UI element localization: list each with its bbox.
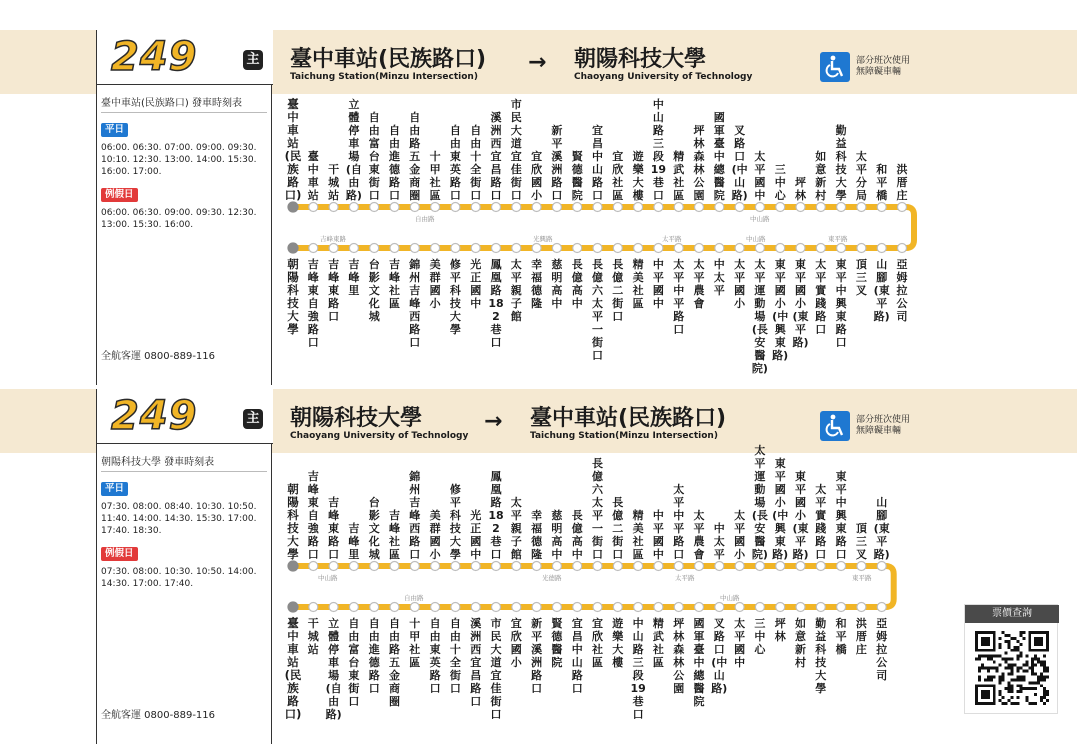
stop-marker (471, 603, 480, 612)
stop-marker (370, 562, 379, 571)
stop-label: 遊樂大樓 (612, 617, 624, 669)
stop-marker (431, 203, 440, 212)
stop-marker (552, 562, 561, 571)
stop-marker (837, 203, 846, 212)
road-label: 中山路 (720, 594, 740, 602)
stop-label: 三中心 (754, 617, 766, 656)
stop-marker (288, 561, 298, 571)
stop-label: 洪厝庄 (896, 163, 908, 202)
stop-marker (288, 243, 298, 253)
stop-marker (309, 203, 318, 212)
direction-arrow-icon: → (484, 409, 503, 434)
fare-lookup-panel[interactable] (964, 604, 1058, 714)
stop-marker (634, 562, 643, 571)
stop-label: 精武社區 (673, 150, 685, 202)
stop-marker (573, 603, 582, 612)
stop-marker (695, 244, 704, 253)
stop-label: 朝陽科技大學 (287, 482, 299, 561)
stop-marker (309, 244, 318, 253)
stop-marker (309, 603, 318, 612)
stop-label: 東平國小(中興東路) (772, 258, 789, 362)
stop-marker (288, 602, 298, 612)
stop-marker (329, 603, 338, 612)
stop-label: 頂三叉 (855, 522, 867, 561)
operator-phone: 全航客運 0800-889-116 (101, 351, 216, 362)
stop-marker (390, 603, 399, 612)
stop-label: 自由路五金商圈 (409, 111, 421, 202)
stop-label: 長億高中 (571, 258, 583, 310)
stop-marker (410, 203, 419, 212)
schedule-title: 朝陽科技大學 發車時刻表 (101, 457, 215, 468)
stop-marker (532, 244, 541, 253)
stop-marker (370, 603, 379, 612)
stop-label: 新平溪洲路口 (531, 617, 543, 695)
stop-marker (349, 244, 358, 253)
stop-label: 吉峰東路口 (328, 496, 340, 561)
stop-marker (776, 603, 785, 612)
stop-label: 立體停車場(自由路) (345, 98, 362, 202)
stop-label: 中太平 (713, 258, 725, 297)
stop-marker (471, 203, 480, 212)
main-route-badge: 主 (243, 50, 263, 70)
stop-label: 自由進德路口 (368, 617, 380, 695)
stop-marker (837, 603, 846, 612)
holiday-tag: 例假日 (101, 547, 138, 561)
stop-label: 吉峰里 (348, 258, 360, 297)
road-label: 太平路 (662, 235, 682, 243)
stop-label: 長億二街口 (612, 496, 624, 561)
stop-label: 長億六太平一街口 (592, 457, 603, 561)
weekday-tag: 平日 (101, 482, 128, 496)
stop-marker (857, 562, 866, 571)
stop-label: 中山路三段19巷口 (630, 617, 646, 721)
stop-marker (695, 603, 704, 612)
stop-label: 太平親子館 (510, 496, 522, 561)
stop-marker (735, 562, 744, 571)
route-number: 249 (111, 393, 198, 439)
stop-marker (573, 562, 582, 571)
stop-label: 宜欣社區 (612, 150, 624, 202)
stop-marker (532, 603, 541, 612)
stop-label: 宜昌中山路口 (571, 617, 583, 695)
stop-marker (776, 203, 785, 212)
stop-label: 頂三叉 (855, 258, 867, 297)
stop-label: 幸福德隆 (531, 509, 543, 561)
stop-marker (552, 203, 561, 212)
stop-marker (349, 562, 358, 571)
stop-marker (431, 244, 440, 253)
stop-marker (451, 244, 460, 253)
stop-label: 太平分局 (855, 150, 867, 202)
stop-marker (715, 562, 724, 571)
accessibility-line1: 部分班次使用 (856, 415, 911, 425)
stop-marker (552, 603, 561, 612)
stop-marker (776, 244, 785, 253)
stop-label: 自由富台東街口 (368, 111, 380, 202)
stop-marker (715, 244, 724, 253)
stop-marker (796, 244, 805, 253)
stop-label: 中山路三段19巷口 (650, 98, 667, 202)
stop-label: 山腳(東平路) (873, 258, 890, 323)
stop-marker (593, 562, 602, 571)
stop-label: 太平實踐路口 (815, 483, 827, 561)
stop-label: 溪洲西宜昌路口 (470, 617, 482, 708)
stop-label: 市民大道宜佳街口 (510, 98, 522, 202)
stop-marker (898, 244, 907, 253)
road-label: 自由路 (404, 594, 424, 602)
stop-marker (431, 562, 440, 571)
weekday-times: 07:30. 08:00. 08:40. 10:30. 10:50. 11:40. 14:00. 14:30. 15:30. 17:00. 17:40. 18:30. (101, 502, 257, 536)
stop-marker (329, 562, 338, 571)
stop-label: 市民大道宜佳街口 (490, 617, 502, 721)
stop-marker (309, 562, 318, 571)
origin-title: 朝陽科技大學 (290, 406, 423, 431)
stop-marker (492, 203, 501, 212)
fare-lookup-title: 票價查詢 (965, 605, 1059, 623)
stop-label: 臺中車站 (307, 150, 319, 202)
stop-label: 溪洲西宜昌路口 (490, 111, 502, 202)
stop-label: 精武社區 (652, 617, 664, 669)
stop-label: 太平運動場(長安醫院) (751, 258, 768, 375)
stop-label: 鳳凰路182巷口 (488, 470, 504, 561)
stop-marker (715, 203, 724, 212)
stop-marker (654, 203, 663, 212)
route-number: 249 (111, 34, 198, 80)
stop-label: 如意新村 (815, 150, 827, 202)
stop-marker (512, 203, 521, 212)
stop-marker (776, 562, 785, 571)
stop-marker (390, 203, 399, 212)
stop-label: 朝陽科技大學 (287, 257, 299, 336)
stop-label: 東平中興東路口 (835, 470, 847, 561)
stop-marker (735, 244, 744, 253)
stop-marker (451, 603, 460, 612)
stop-label: 光正國中 (470, 258, 482, 310)
stop-label: 勤益科技大學 (815, 617, 827, 695)
stop-label: 宜欣國小 (531, 150, 543, 202)
stop-label: 亞姆拉公司 (876, 617, 888, 682)
stop-label: 中平國中 (652, 509, 664, 561)
stop-label: 長億六太平一街口 (592, 258, 603, 362)
stop-label: 新平溪洲路口 (551, 124, 563, 202)
stop-label: 太平實踐路口 (815, 258, 827, 336)
stop-marker (695, 562, 704, 571)
stop-marker (857, 244, 866, 253)
stop-label: 干城站 (307, 617, 319, 656)
stop-marker (816, 603, 825, 612)
stop-label: 亞姆拉公司 (896, 258, 908, 323)
stop-label: 國軍臺中總醫院 (713, 111, 725, 202)
stop-marker (390, 562, 399, 571)
stop-label: 和平橋 (835, 617, 847, 656)
stop-label: 太平農會 (693, 509, 705, 561)
stop-marker (877, 562, 886, 571)
stop-marker (654, 244, 663, 253)
stop-marker (654, 603, 663, 612)
route-line (0, 30, 1077, 385)
stop-label: 山腳(東平路) (873, 496, 890, 561)
stop-marker (796, 603, 805, 612)
stop-marker (837, 244, 846, 253)
stop-marker (390, 244, 399, 253)
stop-marker (329, 203, 338, 212)
stop-marker (471, 562, 480, 571)
main-route-badge: 主 (243, 409, 263, 429)
stop-label: 美群國小 (429, 509, 441, 561)
stop-marker (634, 603, 643, 612)
stop-label: 東平國小(東平路) (792, 258, 809, 349)
road-label: 光德路 (542, 574, 562, 582)
stop-marker (593, 603, 602, 612)
stop-marker (857, 203, 866, 212)
road-label: 東平路 (828, 235, 848, 243)
holiday-tag: 例假日 (101, 188, 138, 202)
qr-code-icon[interactable] (975, 631, 1049, 705)
stop-label: 精美社區 (632, 509, 644, 561)
stop-label: 自由十全街口 (470, 124, 482, 202)
stop-label: 中太平 (713, 522, 725, 561)
stop-label: 東平國小(東平路) (792, 470, 809, 561)
stop-label: 吉峰社區 (389, 258, 400, 310)
route-path (293, 207, 914, 248)
stop-label: 宜欣國小 (510, 617, 522, 669)
stop-label: 慈明高中 (551, 509, 563, 561)
stop-label: 吉峰東自強路口 (307, 258, 319, 349)
stop-marker (877, 603, 886, 612)
stop-marker (796, 203, 805, 212)
stop-label: 遊樂大樓 (632, 150, 644, 202)
stop-marker (288, 202, 298, 212)
stop-label: 東平國小(中興東路) (772, 457, 789, 561)
stop-marker (796, 562, 805, 571)
stop-marker (349, 203, 358, 212)
stop-label: 自由進德路口 (389, 124, 400, 202)
origin-title-en: Chaoyang University of Technology (290, 431, 469, 441)
stop-marker (451, 562, 460, 571)
stop-label: 錦州吉峰西路口 (409, 258, 421, 349)
stop-marker (492, 244, 501, 253)
stop-label: 錦州吉峰西路口 (409, 470, 421, 561)
stop-marker (349, 603, 358, 612)
road-label: 吉峰東路 (320, 235, 346, 243)
origin-title: 臺中車站(民族路口) (290, 47, 487, 72)
stop-marker (410, 244, 419, 253)
stop-label: 吉峰里 (348, 522, 360, 561)
accessibility-line2: 無障礙車輛 (856, 67, 902, 77)
stop-label: 太平國中 (734, 617, 746, 669)
route-path (293, 566, 894, 607)
stop-marker (532, 203, 541, 212)
stop-label: 修平科技大學 (449, 258, 461, 336)
stop-label: 修平科技大學 (449, 483, 461, 561)
stop-marker (674, 562, 683, 571)
stop-label: 叉路口(中山路) (731, 124, 748, 202)
stop-marker (552, 244, 561, 253)
stop-marker (370, 244, 379, 253)
stop-label: 自由路五金商圈 (389, 617, 400, 708)
stop-marker (634, 203, 643, 212)
stop-label: 太平國中 (754, 150, 766, 202)
stop-label: 太平國小 (734, 258, 746, 310)
stop-marker (613, 244, 622, 253)
stop-marker (512, 562, 521, 571)
stop-marker (654, 562, 663, 571)
stop-label: 吉峰東自強路口 (307, 470, 319, 561)
stop-label: 台影文化城 (368, 258, 380, 323)
stop-label: 幸福德隆 (531, 258, 543, 310)
stop-label: 如意新村 (795, 617, 806, 669)
stop-marker (715, 603, 724, 612)
origin-title-en: Taichung Station(Minzu Intersection) (290, 72, 478, 82)
route-panel-return (0, 389, 1077, 744)
road-label: 太平路 (675, 574, 695, 582)
stop-label: 精美社區 (632, 258, 644, 310)
stop-marker (634, 244, 643, 253)
accessibility-line1: 部分班次使用 (856, 56, 911, 66)
stop-label: 坪林森林公園 (693, 124, 705, 202)
stop-marker (877, 244, 886, 253)
destination-title-en: Chaoyang University of Technology (574, 72, 753, 82)
stop-label: 自由東英路口 (429, 617, 441, 695)
stop-marker (451, 203, 460, 212)
stop-label: 吉峰社區 (389, 509, 400, 561)
stop-label: 臺中車站(民族路口) (284, 97, 302, 202)
holiday-times: 07:30. 08:00. 10:30. 10:50. 14:00. 14:30. 17:00. 17:40. (101, 567, 257, 589)
stop-marker (329, 244, 338, 253)
stop-label: 中平國中 (652, 258, 664, 310)
stop-marker (877, 203, 886, 212)
stop-marker (816, 244, 825, 253)
stop-marker (613, 562, 622, 571)
stop-label: 干城站 (328, 163, 340, 202)
stop-marker (755, 203, 764, 212)
stop-marker (674, 244, 683, 253)
stop-marker (816, 562, 825, 571)
stop-label: 自由十全街口 (449, 617, 461, 695)
stop-label: 光正國中 (470, 509, 482, 561)
stop-label: 國軍臺中總醫院 (693, 617, 705, 708)
stop-label: 坪林森林公園 (673, 617, 685, 695)
stop-marker (471, 244, 480, 253)
stop-marker (755, 603, 764, 612)
road-label: 中山路 (746, 235, 766, 243)
stop-label: 太平中平路口 (673, 483, 685, 561)
stop-marker (410, 562, 419, 571)
stop-marker (695, 203, 704, 212)
stop-marker (674, 603, 683, 612)
road-label: 自由路 (415, 215, 435, 223)
stop-marker (593, 244, 602, 253)
weekday-tag: 平日 (101, 123, 128, 137)
stop-label: 鳳凰路182巷口 (488, 258, 504, 349)
stop-marker (532, 562, 541, 571)
stop-label: 長億高中 (571, 509, 583, 561)
stop-marker (674, 203, 683, 212)
stop-marker (431, 603, 440, 612)
stop-label: 自由東英路口 (449, 124, 461, 202)
stop-label: 坪林 (795, 176, 806, 202)
road-label: 東平路 (852, 574, 872, 582)
stop-label: 和平橋 (876, 163, 888, 202)
stop-marker (735, 603, 744, 612)
stop-label: 太平農會 (693, 258, 705, 310)
stop-marker (410, 603, 419, 612)
road-label: 光興路 (533, 235, 553, 243)
stop-label: 東平中興東路口 (835, 258, 847, 349)
stop-marker (370, 203, 379, 212)
stop-marker (755, 562, 764, 571)
stop-marker (857, 603, 866, 612)
operator-phone: 全航客運 0800-889-116 (101, 710, 216, 721)
stop-label: 長億二街口 (612, 258, 624, 323)
schedule-title: 臺中車站(民族路口) 發車時刻表 (101, 98, 242, 109)
stop-label: 洪厝庄 (855, 617, 867, 656)
stop-marker (492, 562, 501, 571)
stop-label: 十甲社區 (409, 617, 421, 669)
weekday-times: 06:00. 06:30. 07:00. 09:00. 09:30. 10:10. 12:30. 13:00. 14:00. 15:30. 16:00. 17:00. (101, 143, 257, 177)
stop-marker (593, 203, 602, 212)
stop-label: 坪林 (774, 617, 786, 643)
stop-label: 自由富台東街口 (348, 617, 360, 708)
stop-marker (898, 203, 907, 212)
stop-label: 慈明高中 (551, 258, 563, 310)
stop-marker (755, 244, 764, 253)
stop-marker (573, 244, 582, 253)
stop-label: 太平國小 (734, 509, 746, 561)
stop-marker (735, 203, 744, 212)
direction-arrow-icon: → (528, 50, 547, 75)
holiday-times: 06:00. 06:30. 09:00. 09:30. 12:30. 13:00. 15:30. 16:00. (101, 208, 257, 230)
stop-label: 美群國小 (429, 258, 441, 310)
road-label: 中山路 (318, 574, 338, 582)
stop-label: 賢德醫院 (551, 617, 563, 669)
stop-marker (512, 603, 521, 612)
stop-label: 叉路口(中山路) (711, 617, 728, 695)
stop-marker (837, 562, 846, 571)
stop-label: 賢德醫院 (571, 150, 583, 202)
stop-marker (512, 244, 521, 253)
stop-marker (613, 203, 622, 212)
route-panel-outbound (0, 30, 1077, 385)
road-label: 中山路 (750, 215, 770, 223)
stop-label: 太平中平路口 (673, 258, 685, 336)
stop-label: 十甲社區 (429, 150, 441, 202)
stop-marker (492, 603, 501, 612)
stop-label: 宜昌中山路口 (592, 124, 603, 202)
stop-marker (573, 203, 582, 212)
stop-label: 勤益科技大學 (835, 124, 847, 202)
destination-title: 臺中車站(民族路口) (530, 406, 727, 431)
stop-marker (816, 203, 825, 212)
stop-label: 臺中車站(民族路口) (284, 616, 302, 721)
accessibility-line2: 無障礙車輛 (856, 426, 902, 436)
destination-title: 朝陽科技大學 (574, 47, 707, 72)
stop-label: 台影文化城 (368, 496, 380, 561)
stop-marker (613, 603, 622, 612)
stop-label: 太平親子館 (510, 258, 522, 323)
destination-title-en: Taichung Station(Minzu Intersection) (530, 431, 718, 441)
stop-label: 立體停車場(自由路) (325, 617, 342, 721)
stop-label: 太平運動場(長安醫院) (751, 444, 768, 561)
stop-label: 宜欣社區 (592, 617, 603, 669)
stop-label: 吉峰東路口 (328, 258, 340, 323)
stop-label: 三中心 (774, 163, 786, 202)
